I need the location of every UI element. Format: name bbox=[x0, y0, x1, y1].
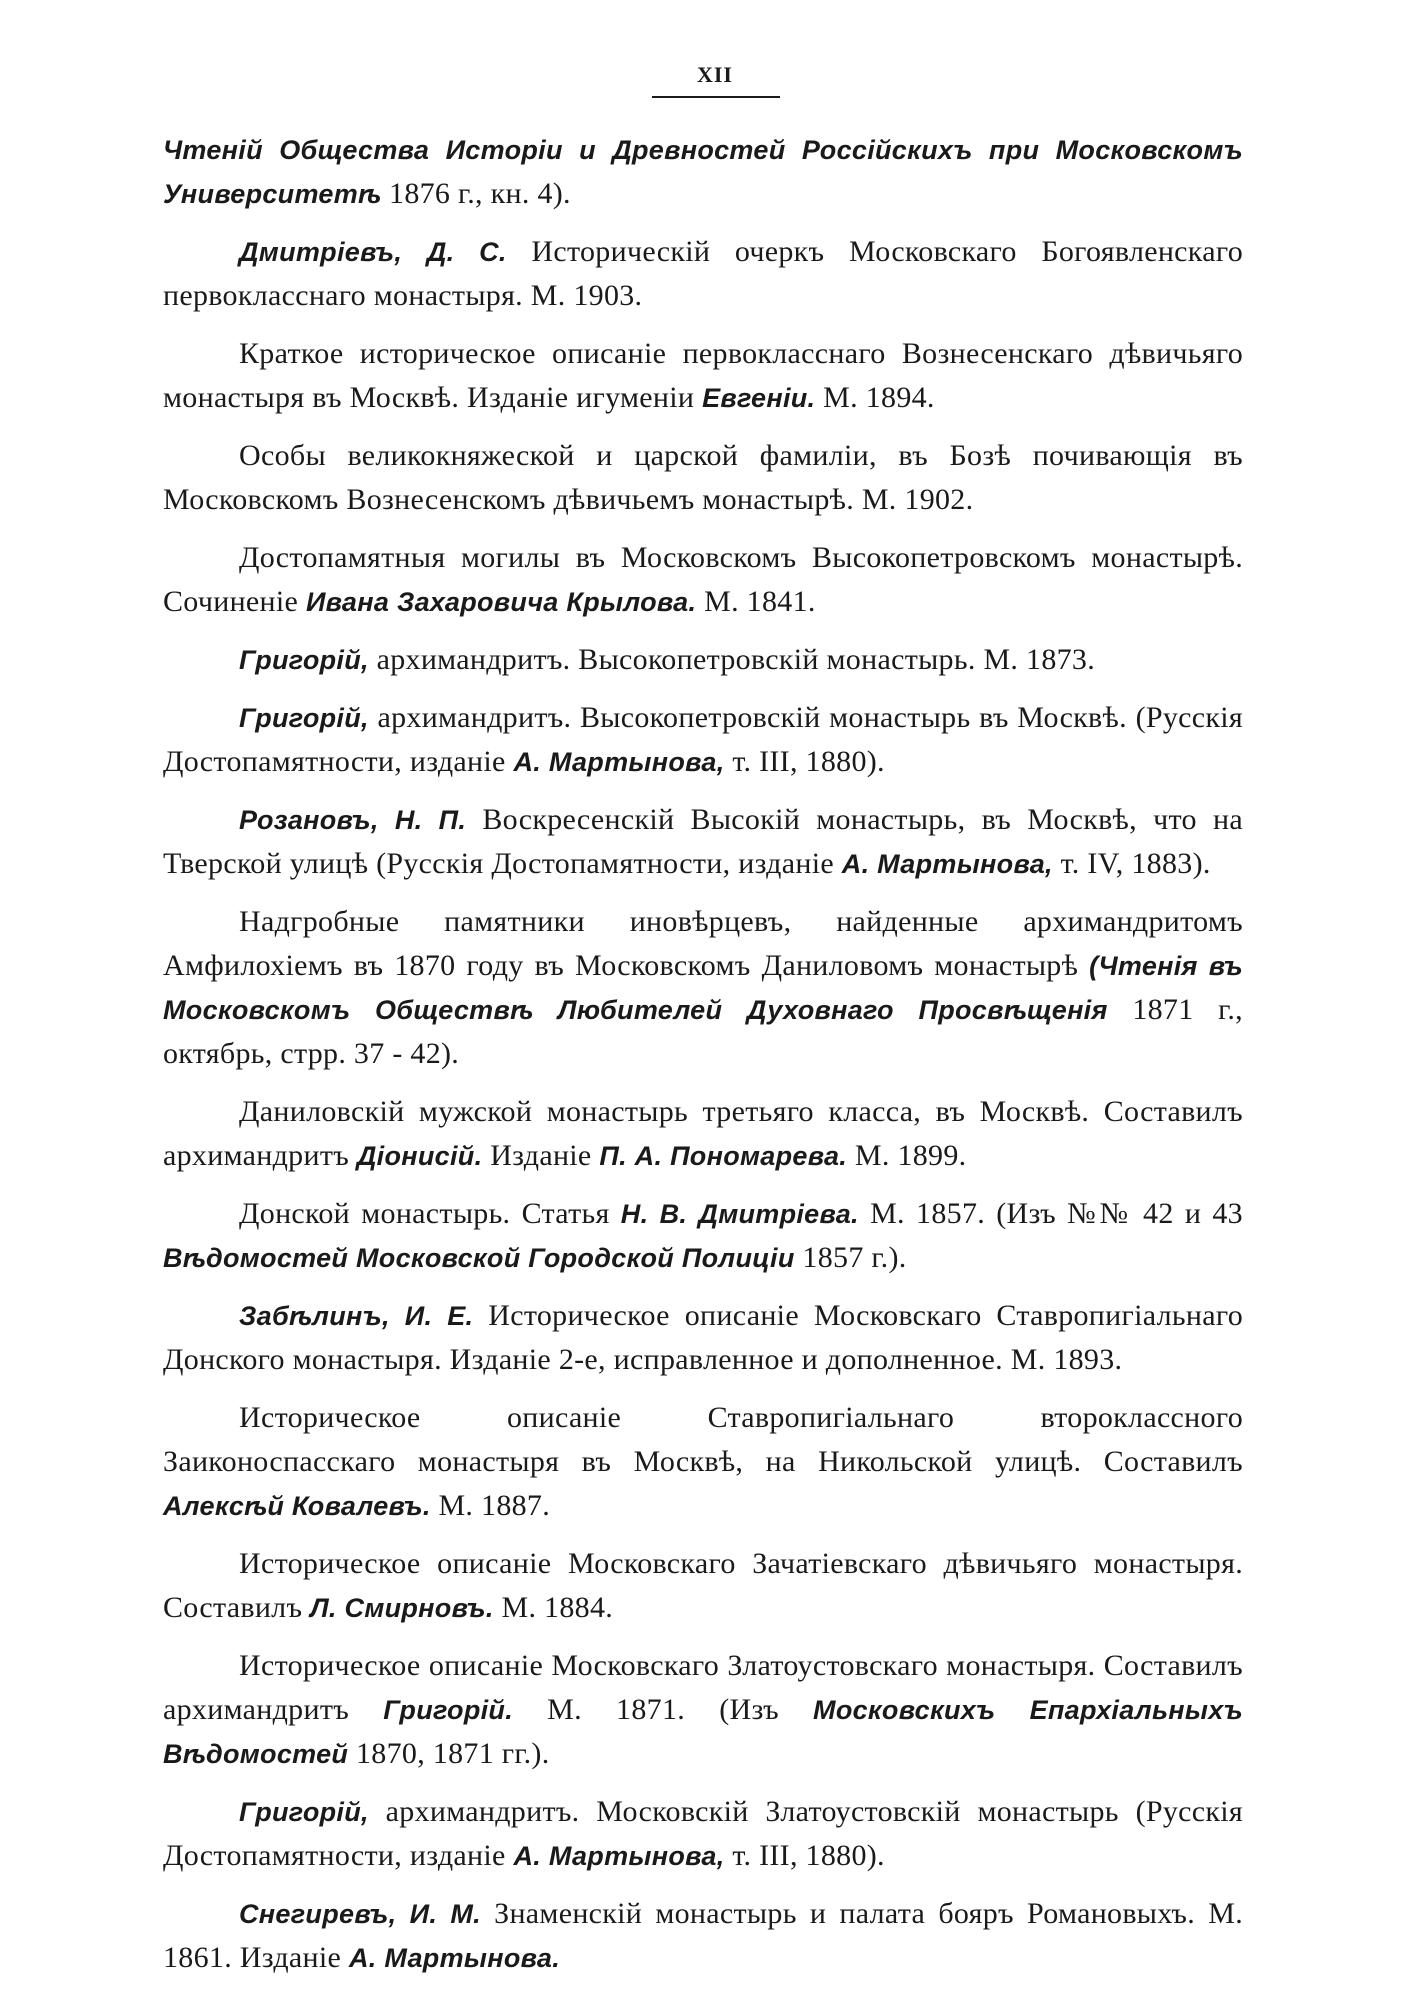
entry-italic-text: Розановъ, Н. П. bbox=[239, 805, 467, 835]
entry-text: 1871 г., октябрь, стрр. 37 - 42). bbox=[163, 993, 1243, 1070]
entry-text: Особы великокняжеской и царской фамилiи, въ Бозѣ почивающiя въ Московскомъ Вознесенскомъ дѣвичьемъ монастырѣ. М. 1902. bbox=[163, 439, 1243, 516]
entry-italic-text: Московскихъ Епархiальныхъ Вѣдомостей bbox=[163, 1695, 1243, 1769]
entry-italic-text: (Чтенiя въ Московскомъ Обществѣ Любителей Духовнаго Просвѣщенiя bbox=[163, 951, 1243, 1025]
bibliography-entry bbox=[163, 1790, 1243, 1878]
entry-text: Историческое описанiе Московскаго Ставропигiальнаго Донского монастыря. Изданiе 2-е, исправленное и дополненное. М. 1893. bbox=[163, 1299, 1243, 1376]
bibliography-entry bbox=[163, 434, 1243, 522]
entry-text: т. III, 1880). bbox=[724, 745, 885, 778]
bibliography-entry bbox=[163, 1644, 1243, 1776]
entry-italic-text: Григорiй. bbox=[383, 1695, 514, 1725]
entry-italic-text: Ивана Захаровича Крылова. bbox=[305, 587, 697, 617]
entry-italic-text: Григорiй, bbox=[239, 1797, 369, 1827]
entry-italic-text: А. Мартынова. bbox=[348, 1943, 561, 1973]
bibliography-entry bbox=[163, 230, 1243, 318]
bibliography-list bbox=[163, 128, 1243, 1994]
entry-text: 1876 г., кн. 4). bbox=[381, 177, 571, 210]
entry-text: М. 1857. (Изъ №№ 42 и 43 bbox=[858, 1197, 1243, 1230]
entry-text: т. IV, 1883). bbox=[1052, 847, 1211, 880]
bibliography-entry bbox=[163, 1542, 1243, 1630]
entry-italic-text: Чтенiй Общества Исторiи и Древностей Россiйскихъ при Московскомъ Университетѣ bbox=[163, 135, 1243, 209]
entry-text: М. 1841. bbox=[696, 585, 816, 618]
entry-text: Краткое историческое описанiе первокласснаго Вознесенскаго дѣвичьяго монастыря въ Москвѣ. Изданiе игуменiи bbox=[163, 337, 1243, 414]
entry-text: Изданiе bbox=[482, 1139, 600, 1172]
entry-text: Историческое описанiе Московскаго Златоустовскаго монастыря. Составилъ архимандритъ bbox=[163, 1649, 1243, 1726]
entry-italic-text: Алексѣй Ковалевъ. bbox=[163, 1491, 431, 1521]
entry-italic-text: А. Мартынова, bbox=[513, 1841, 725, 1871]
bibliography-entry bbox=[163, 1192, 1243, 1280]
entry-text: М. 1894. bbox=[815, 381, 935, 414]
entry-text: Воскресенскiй Высокiй монастырь, въ Москвѣ, что на Тверской улицѣ (Русскiя Достопамятности, изданiе bbox=[163, 803, 1243, 880]
entry-text: Достопамятныя могилы въ Московскомъ Высокопетровскомъ монастырѣ. Сочиненiе bbox=[163, 541, 1243, 618]
bibliography-entry bbox=[163, 696, 1243, 784]
bibliography-entry bbox=[163, 1294, 1243, 1382]
entry-text: Историческiй очеркъ Московскаго Богоявленскаго первокласснаго монастыря. М. 1903. bbox=[163, 235, 1243, 312]
bibliography-entry bbox=[163, 638, 1243, 682]
entry-text: Донской монастырь. Статья bbox=[239, 1197, 621, 1230]
entry-italic-text: Григорiй, bbox=[239, 703, 369, 733]
bibliography-entry bbox=[163, 900, 1243, 1076]
entry-text: М. 1887. bbox=[430, 1489, 551, 1522]
bibliography-entry bbox=[163, 128, 1243, 216]
entry-text: архимандритъ. Высокопетровскiй монастырь въ Москвѣ. (Русскiя Достопамятности, изданiе bbox=[163, 701, 1243, 778]
entry-italic-text: А. Мартынова, bbox=[513, 747, 725, 777]
entry-italic-text: Л. Смирновъ. bbox=[310, 1593, 494, 1623]
entry-italic-text: Григорiй, bbox=[239, 645, 369, 675]
entry-italic-text: А. Мартынова, bbox=[841, 849, 1053, 879]
entry-text: Историческое описанiе Ставропигiальнаго второклассного Заиконоспасскаго монастыря въ Москвѣ, на Никольской улицѣ. Составилъ bbox=[163, 1401, 1243, 1478]
entry-text: М. 1884. bbox=[493, 1591, 614, 1624]
entry-text: М. 1871. (Изъ bbox=[513, 1693, 814, 1726]
bibliography-entry bbox=[163, 1892, 1243, 1980]
entry-italic-text: Дмитрiевъ, Д. С. bbox=[239, 237, 507, 267]
entry-text: М. 1899. bbox=[847, 1139, 967, 1172]
page-number-rule bbox=[652, 96, 780, 98]
entry-italic-text: Снегиревъ, И. М. bbox=[239, 1899, 481, 1929]
entry-italic-text: П. А. Пономарева. bbox=[599, 1141, 848, 1171]
entry-italic-text: Н. В. Дмитрiева. bbox=[620, 1199, 859, 1229]
bibliography-entry bbox=[163, 536, 1243, 624]
entry-text: Знаменскiй монастырь и палата бояръ Романовыхъ. М. 1861. Изданiе bbox=[163, 1897, 1243, 1974]
entry-text: архимандритъ. Высокопетровскiй монастырь. М. 1873. bbox=[368, 643, 1096, 676]
entry-text: 1870, 1871 гг.). bbox=[348, 1737, 550, 1770]
entry-text: Надгробные памятники иновѣрцевъ, найденные архимандритомъ Амфилохiемъ въ 1870 году въ Московскомъ Даниловомъ монастырѣ bbox=[163, 905, 1243, 982]
entry-italic-text: Вѣдомостей Московской Городской Полицiи bbox=[163, 1243, 795, 1273]
entry-text: т. III, 1880). bbox=[724, 1839, 885, 1872]
entry-italic-text: Дiонисiй. bbox=[356, 1141, 483, 1171]
bibliography-entry bbox=[163, 798, 1243, 886]
entry-italic-text: Евгенiи. bbox=[702, 383, 816, 413]
entry-text: архимандритъ. Московскiй Златоустовскiй монастырь (Русскiя Достопамятности, изданiе bbox=[163, 1795, 1243, 1872]
entry-italic-text: Забѣлинъ, И. Е. bbox=[239, 1301, 474, 1331]
bibliography-entry bbox=[163, 332, 1243, 420]
page-number: XII bbox=[696, 62, 733, 87]
bibliography-entry bbox=[163, 1396, 1243, 1528]
entry-text: Даниловскiй мужской монастырь третьяго класса, въ Москвѣ. Составилъ архимандритъ bbox=[163, 1095, 1243, 1172]
bibliography-entry bbox=[163, 1090, 1243, 1178]
entry-text: Историческое описанiе Московскаго Зачатiевскаго дѣвичьяго монастыря. Составилъ bbox=[163, 1547, 1243, 1624]
entry-text: 1857 г.). bbox=[794, 1241, 907, 1274]
